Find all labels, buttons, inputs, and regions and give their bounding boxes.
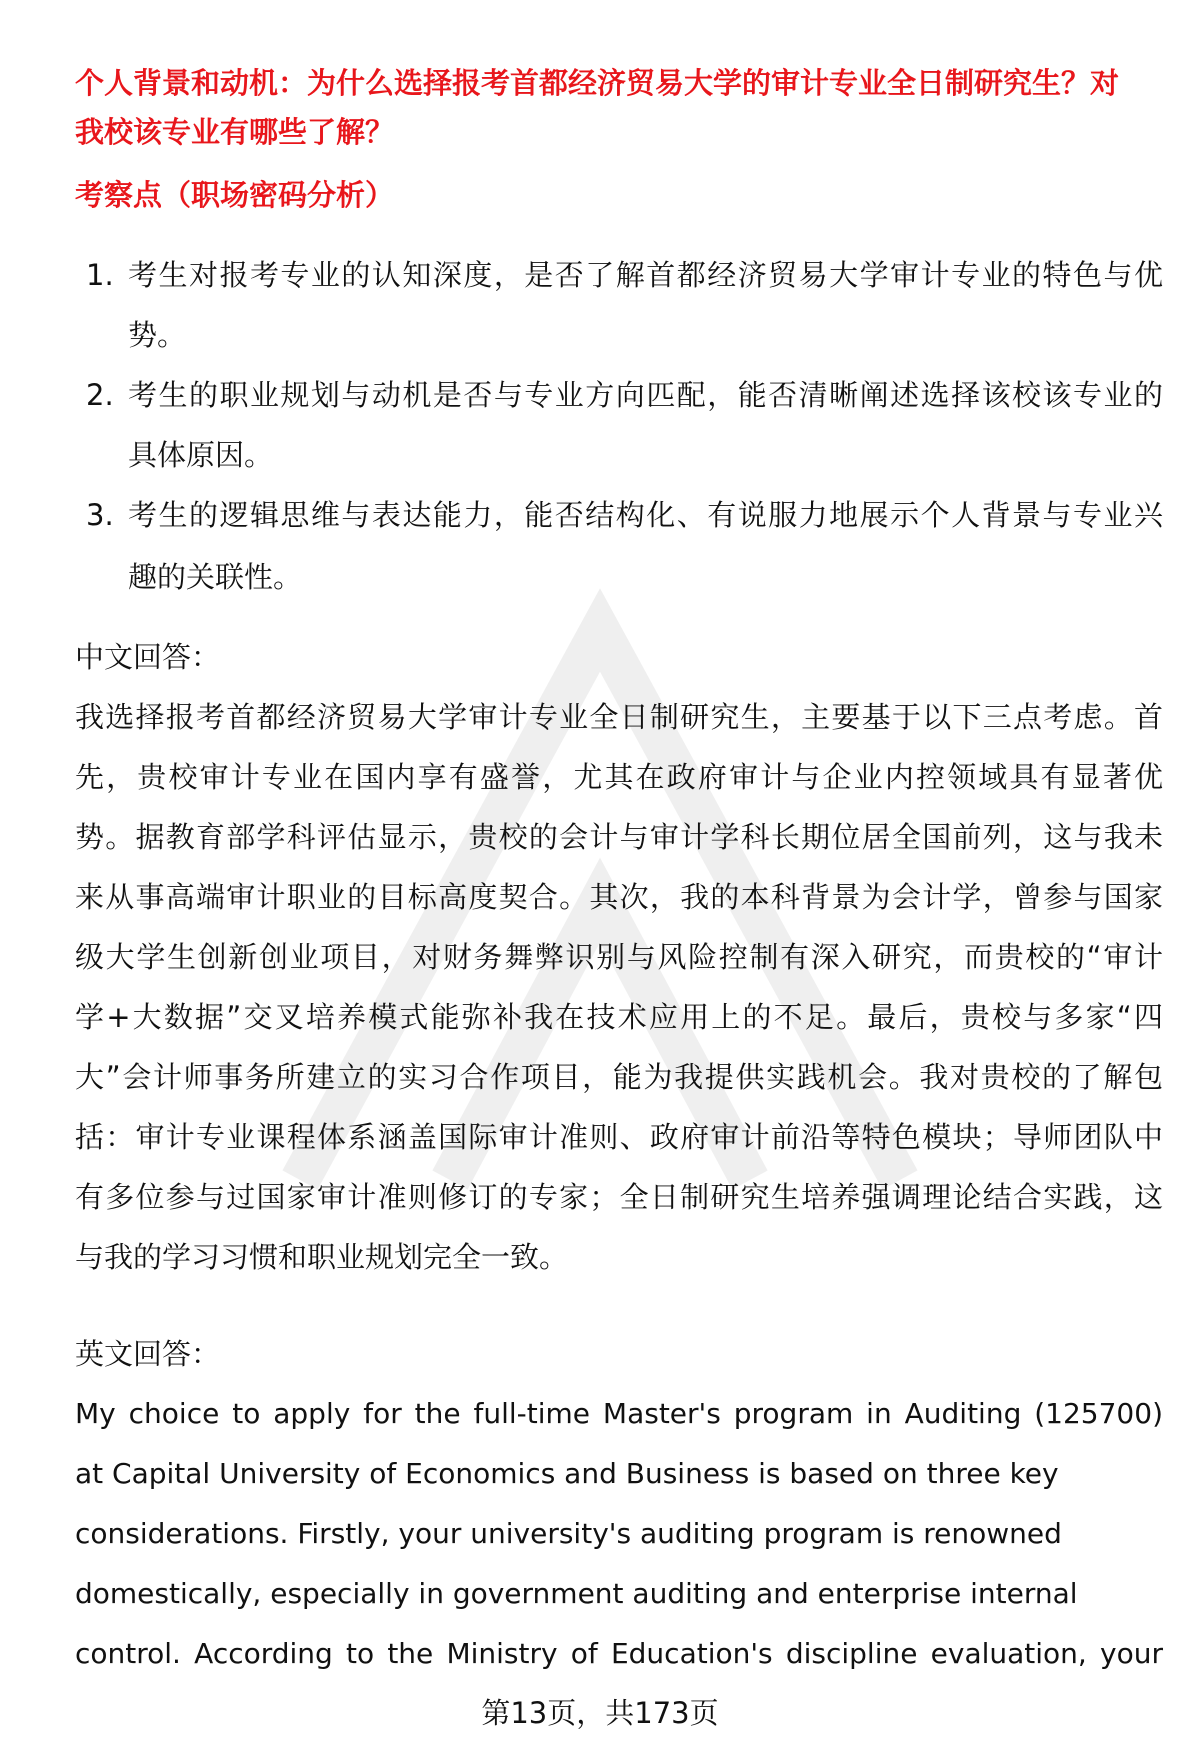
section-subtitle: 考察点（职场密码分析） xyxy=(75,178,395,212)
point-text: 考生对报考专业的认知深度，是否了解首都经济贸易大学审计专业的特色与优 xyxy=(128,258,1163,292)
chinese-answer-label: 中文回答： xyxy=(75,640,221,674)
point-text: 势。 xyxy=(128,318,187,352)
chinese-answer-line: 先，贵校审计专业在国内享有盛誉，尤其在政府审计与企业内控领域具有显著优 xyxy=(75,760,1163,794)
point-number: 3. xyxy=(86,498,114,532)
chinese-answer-line: 大”会计师事务所建立的实习合作项目，能为我提供实践机会。我对贵校的了解包 xyxy=(75,1060,1163,1094)
point-number: 1. xyxy=(86,258,114,292)
english-answer-line: at Capital University of Economics and Business is based on three key xyxy=(75,1457,1059,1490)
page-number: 第13页，共173页 xyxy=(481,1696,719,1730)
chinese-answer-line: 学+大数据”交叉培养模式能弥补我在技术应用上的不足。最后，贵校与多家“四 xyxy=(75,1000,1163,1034)
chinese-answer-line: 与我的学习习惯和职业规划完全一致。 xyxy=(75,1240,569,1274)
chinese-answer-line: 来从事高端审计职业的目标高度契合。其次，我的本科背景为会计学，曾参与国家 xyxy=(75,880,1163,914)
chinese-answer-line: 级大学生创新创业项目，对财务舞弊识别与风险控制有深入研究，而贵校的“审计 xyxy=(75,940,1163,974)
point-text: 考生的职业规划与动机是否与专业方向匹配，能否清晰阐述选择该校该专业的 xyxy=(128,378,1163,412)
chinese-answer-line: 括：审计专业课程体系涵盖国际审计准则、政府审计前沿等特色模块；导师团队中 xyxy=(75,1120,1163,1154)
question-title-line-2: 我校该专业有哪些了解？ xyxy=(75,115,395,149)
english-answer-line: domestically, especially in government auditing and enterprise internal xyxy=(75,1577,1078,1610)
chinese-answer-line: 我选择报考首都经济贸易大学审计专业全日制研究生，主要基于以下三点考虑。首 xyxy=(75,700,1163,734)
point-number: 2. xyxy=(86,378,114,412)
point-text: 具体原因。 xyxy=(128,438,274,472)
chinese-answer-line: 势。据教育部学科评估显示，贵校的会计与审计学科长期位居全国前列，这与我未 xyxy=(75,820,1163,854)
question-title-line-1: 个人背景和动机：为什么选择报考首都经济贸易大学的审计专业全日制研究生？对 xyxy=(75,66,1120,100)
point-text: 考生的逻辑思维与表达能力，能否结构化、有说服力地展示个人背景与专业兴 xyxy=(128,498,1163,532)
chinese-answer-line: 有多位参与过国家审计准则修订的专家；全日制研究生培养强调理论结合实践，这 xyxy=(75,1180,1163,1214)
point-text: 趣的关联性。 xyxy=(128,560,303,594)
english-answer-line: My choice to apply for the full-time Master's program in Auditing (125700) xyxy=(75,1397,1163,1430)
english-answer-label: 英文回答： xyxy=(75,1337,221,1371)
english-answer-line: control. According to the Ministry of Education's discipline evaluation, your xyxy=(75,1637,1163,1670)
english-answer-line: considerations. Firstly, your university's auditing program is renowned xyxy=(75,1517,1062,1550)
